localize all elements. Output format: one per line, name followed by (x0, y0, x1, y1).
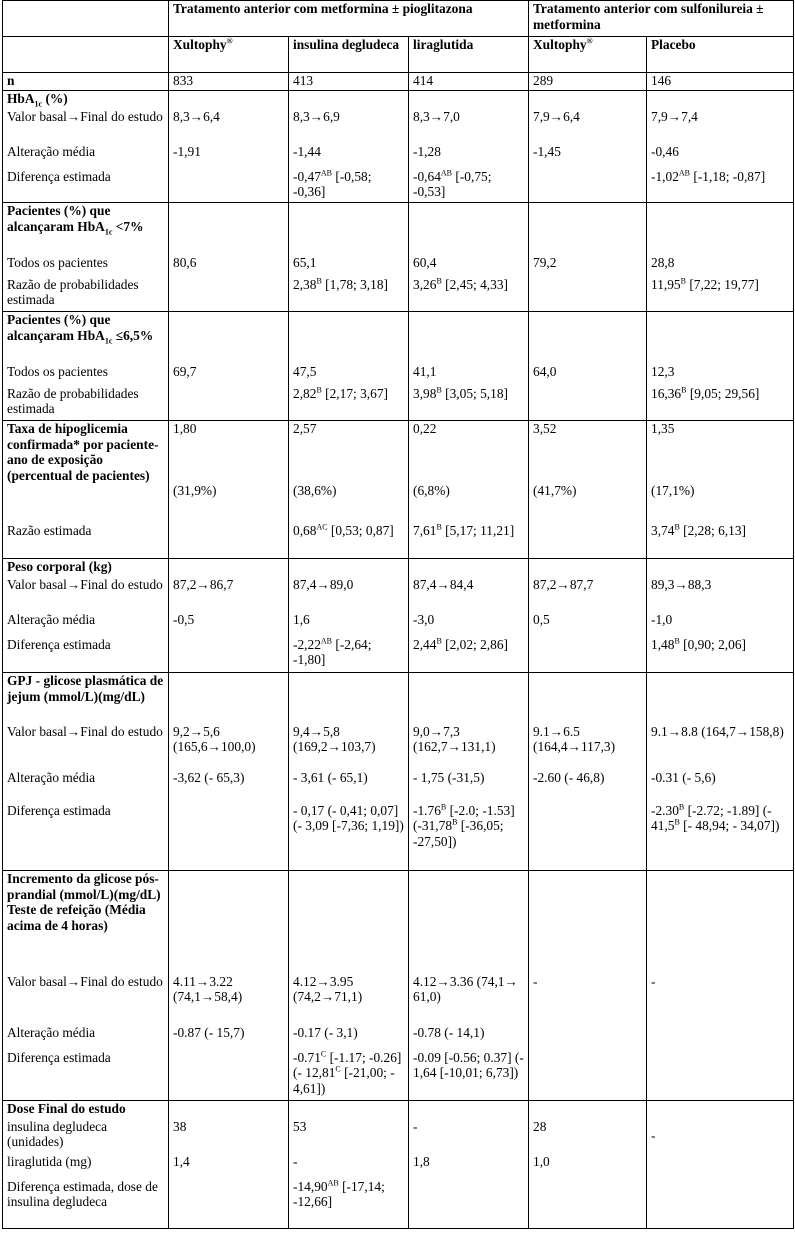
hba1c-section-header (3, 91, 794, 109)
ci: [2,28; 6,13] (679, 522, 746, 538)
cell-empty (169, 1179, 289, 1229)
cell-value: 87,4→84,4 (409, 577, 529, 612)
fpg-diff-row (3, 803, 794, 871)
cell-value: 4.12→3.95 (74,2→71,1) (289, 974, 409, 1025)
target65-title-text: Pacientes (%) que alcançaram HbA (7, 312, 111, 343)
weight-baseline-row (3, 577, 794, 612)
ci: [-2.72; -1.89] (- 41,5 (651, 802, 772, 833)
v: -0,64 (413, 168, 441, 184)
hypo-rate: 1,80 (173, 421, 197, 436)
ci: [-2,64; -1,80] (293, 636, 372, 667)
cell-value: 38 (169, 1119, 289, 1154)
ci: [-0,75; -0,53] (413, 168, 492, 199)
hypo-cell (529, 421, 647, 523)
hypo-rate: 1,35 (651, 421, 675, 436)
row-label: Todos os pacientes (3, 364, 169, 386)
cell-empty (529, 523, 647, 559)
fpg-section-header (3, 673, 794, 724)
cell-value: - 3,61 (- 65,1) (289, 770, 409, 803)
ppg-diff-row (3, 1050, 794, 1101)
cell-value: 4.12→3.36 (74,1→ 61,0) (409, 974, 529, 1025)
cell-value: 0,5 (529, 612, 647, 637)
hypo-pct: (31,9%) (173, 483, 217, 498)
hypo-cell (409, 421, 529, 523)
registered-mark: ® (226, 36, 233, 46)
v: -1,02 (651, 168, 679, 184)
ci: [-36,05; -27,50]) (413, 818, 504, 849)
target65-title-sub: 1c (104, 336, 113, 346)
cell-value: - (647, 974, 794, 1025)
n-value: 414 (409, 73, 529, 91)
cell-empty (169, 386, 289, 421)
cell-value: -1,44 (289, 144, 409, 169)
ci: [9,05; 29,56] (686, 385, 760, 401)
row-label: Alteração média (3, 1025, 169, 1050)
ppg-section-header (3, 871, 794, 974)
ci: [0,53; 0,87] (327, 522, 394, 538)
cell-value (409, 637, 529, 673)
cell-value: -1,91 (169, 144, 289, 169)
hypo-ratio-row (3, 523, 794, 559)
v: 2,44 (413, 636, 437, 652)
cell-value: 9,2→5,6 (165,6→100,0) (169, 724, 289, 770)
cell-empty (529, 277, 647, 312)
ci: [-21,00; - 4,61]) (293, 1065, 395, 1096)
footnote-mark: C (335, 1064, 341, 1074)
cell-value: 7,9→6,4 (529, 109, 647, 144)
cell-empty (647, 1154, 794, 1179)
row-label: Diferença estimada (3, 803, 169, 871)
footnote-mark: C (320, 1049, 327, 1059)
row-label: Diferença estimada (3, 1050, 169, 1101)
cell-value: 64,0 (529, 364, 647, 386)
hba1c-title (3, 91, 169, 109)
footnote-mark: AB (320, 636, 333, 646)
footnote-mark: B (436, 385, 442, 395)
cell-value: -1,28 (409, 144, 529, 169)
cell-value: -0.09 [-0.56; 0.37] (- 1,64 [-10,01; 6,73]) (409, 1050, 529, 1101)
ci: [7,22; 19,77] (685, 276, 759, 292)
cell-value: -3,0 (409, 612, 529, 637)
cell-empty (529, 386, 647, 421)
n-label: n (3, 73, 169, 91)
cell-empty (647, 1179, 794, 1229)
ci: [-0,58; -0,36] (293, 168, 372, 199)
fpg-baseline-row (3, 724, 794, 770)
row-label: Valor basal→Final do estudo (3, 577, 169, 612)
row-label: Valor basal→Final do estudo (3, 724, 169, 770)
col-header-xultophy-2-text: Xultophy (533, 37, 587, 52)
target7-odds-row (3, 277, 794, 312)
footnote-mark: B (681, 385, 687, 395)
dose-liraglutide-row (3, 1154, 794, 1179)
cell-value: - (529, 974, 647, 1025)
col-header-xultophy-1-text: Xultophy (173, 37, 227, 52)
cell-value: 53 (289, 1119, 409, 1154)
ci: [-2.0; -1.53] (-31,78 (413, 802, 515, 833)
cell-value: 60,4 (409, 255, 529, 277)
row-label: Razão estimada (3, 523, 169, 559)
footnote-mark: B (316, 385, 322, 395)
target7-section-header (3, 203, 794, 255)
cell-value (409, 169, 529, 203)
cell-value (289, 277, 409, 312)
cell-value: 47,5 (289, 364, 409, 386)
col-header-degludec-text: insulina degludeca (293, 37, 400, 52)
cell-value (409, 523, 529, 559)
v: 11,95 (651, 276, 681, 292)
v: -1.76 (413, 802, 441, 818)
cell-value: 87,2→87,7 (529, 577, 647, 612)
weight-diff-row (3, 637, 794, 673)
v: -0.71 (293, 1049, 321, 1065)
cell-value: - 0,17 (- 0,41; 0,07] (- 3,09 [-7,36; 1,19]) (289, 803, 409, 871)
cell-value (289, 1050, 409, 1101)
v: 16,36 (651, 385, 682, 401)
footnote-mark: B (678, 802, 685, 812)
cell-value: - (289, 1154, 409, 1179)
ci: [- 48,94; - 34,07]) (679, 818, 780, 833)
fpg-change-row (3, 770, 794, 803)
footnote-mark: B (436, 522, 442, 532)
cell-value: - 1,75 (-31,5) (409, 770, 529, 803)
cell-empty (169, 1050, 289, 1101)
row-label: insulina degludeca (unidades) (3, 1119, 169, 1154)
col-header-liraglutide-text: liraglutida (413, 37, 474, 52)
footnote-mark: AB (678, 168, 691, 178)
v: 3,26 (413, 276, 437, 292)
hypo-cell (647, 421, 794, 523)
hypo-rate: 3,52 (533, 421, 557, 436)
target7-title-text: Pacientes (%) que alcançaram HbA (7, 203, 111, 234)
cell-value: 9,4→5,8 (169,2→103,7) (289, 724, 409, 770)
row-label: Razão de probabilidades estimada (3, 386, 169, 421)
v: 2,38 (293, 276, 317, 292)
cell-empty (169, 637, 289, 673)
footnote-mark: B (316, 276, 322, 286)
cell-empty (529, 169, 647, 203)
footnote-mark: AB (320, 168, 333, 178)
footnote-mark: B (674, 636, 680, 646)
v: -2.30 (651, 802, 679, 818)
n-row (3, 73, 794, 91)
cell-value: -0.31 (- 5,6) (647, 770, 794, 803)
cell-value: 1,4 (169, 1154, 289, 1179)
cell-value: -0.87 (- 15,7) (169, 1025, 289, 1050)
hypo-rate: 2,57 (293, 421, 317, 436)
cell-value: 9.1→8.8 (164,7→158,8) (647, 724, 794, 770)
cell-value: 80,6 (169, 255, 289, 277)
cell-empty (647, 1050, 794, 1101)
cell-value (409, 803, 529, 871)
cell-value (647, 169, 794, 203)
ci: [-1,18; -0,87] (690, 168, 766, 184)
cell-value: 7,9→7,4 (647, 109, 794, 144)
cell-value: 9,0→7,3 (162,7→131,1) (409, 724, 529, 770)
dose-title: Dose Final do estudo (3, 1101, 169, 1119)
cell-value: 9.1→6.5 (164,4→117,3) (529, 724, 647, 770)
hypo-pct: (41,7%) (533, 483, 577, 498)
weight-change-row (3, 612, 794, 637)
v: 3,98 (413, 385, 437, 401)
target65-all-row (3, 364, 794, 386)
cell-value (647, 277, 794, 312)
cell-value: 8,3→7,0 (409, 109, 529, 144)
cell-empty (529, 803, 647, 871)
dose-section-header (3, 1101, 794, 1119)
cell-value: 89,3→88,3 (647, 577, 794, 612)
row-label: Alteração média (3, 144, 169, 169)
cell-empty (409, 1179, 529, 1229)
row-label: Alteração média (3, 770, 169, 803)
ci: [1,78; 3,18] (321, 276, 388, 292)
corner-cell (3, 1, 169, 37)
v: 0,68 (293, 522, 317, 538)
ci: [-17,14; -12,66] (293, 1178, 385, 1209)
cell-value: 1,6 (289, 612, 409, 637)
cell-value: 79,2 (529, 255, 647, 277)
cell-value (409, 386, 529, 421)
hba1c-title-text: HbA (7, 91, 35, 106)
dose-degludec-row (3, 1119, 794, 1154)
cell-value: 1,0 (529, 1154, 647, 1179)
footnote-mark: AB (440, 168, 453, 178)
cell-value: - (409, 1119, 529, 1154)
weight-title: Peso corporal (kg) (3, 559, 169, 577)
v: 7,61 (413, 522, 437, 538)
ci: [2,02; 2,86] (441, 636, 508, 652)
hypo-rate: 0,22 (413, 421, 437, 436)
target65-title (3, 312, 169, 364)
cell-value: 1,8 (409, 1154, 529, 1179)
cell-value: 69,7 (169, 364, 289, 386)
cell-value (289, 523, 409, 559)
cell-value: 8,3→6,4 (169, 109, 289, 144)
cell-value: 65,1 (289, 255, 409, 277)
row-label: Diferença estimada (3, 637, 169, 673)
hypo-cell (289, 421, 409, 523)
hypo-pct: (38,6%) (293, 483, 337, 498)
v: -0,47 (293, 168, 321, 184)
cell-value: -1,45 (529, 144, 647, 169)
ppg-change-row (3, 1025, 794, 1050)
cell-value: 28,8 (647, 255, 794, 277)
cell-empty (529, 637, 647, 673)
group-header-sulfonylurea (529, 1, 794, 37)
col-header-xultophy-1 (169, 37, 289, 73)
cell-value: -2.60 (- 46,8) (529, 770, 647, 803)
cell-value: 4.11→3.22 (74,1→58,4) (169, 974, 289, 1025)
row-label: liraglutida (mg) (3, 1154, 169, 1179)
row-label: Diferença estimada (3, 169, 169, 203)
cell-value: 28 (529, 1119, 647, 1154)
group-header-metformin (169, 1, 529, 37)
cell-value (647, 523, 794, 559)
v: -14,90 (293, 1178, 328, 1194)
col-header-xultophy-2 (529, 37, 647, 73)
ci: [-1.17; -0.26] (- 12,81 (293, 1049, 402, 1080)
col-header-liraglutide (409, 37, 529, 73)
hba1c-change-row (3, 144, 794, 169)
cell-empty (169, 523, 289, 559)
row-label: Alteração média (3, 612, 169, 637)
hypo-cell (169, 421, 289, 523)
cell-empty (169, 277, 289, 312)
ppg-title: Incremento da glicose pós-prandial (mmol/L)(mg/dL) Teste de refeição (Média acima de 4 horas) (3, 871, 169, 974)
dose-diff-row (3, 1179, 794, 1229)
ci: [3,05; 5,18] (441, 385, 508, 401)
cell-value: -3,62 (- 65,3) (169, 770, 289, 803)
col-header-degludec (289, 37, 409, 73)
footnote-mark: B (674, 522, 680, 532)
fpg-title: GPJ - glicose plasmática de jejum (mmol/L)(mg/dL) (3, 673, 169, 724)
n-value: 289 (529, 73, 647, 91)
hypo-pct: (6,8%) (413, 483, 450, 498)
footnote-mark: B (680, 276, 686, 286)
n-value: 413 (289, 73, 409, 91)
v: 3,74 (651, 522, 675, 538)
results-table (2, 0, 794, 1229)
cell-empty (529, 1050, 647, 1101)
cell-value: 8,3→6,9 (289, 109, 409, 144)
n-value: 146 (647, 73, 794, 91)
row-label: Diferença estimada, dose de insulina degludeca (3, 1179, 169, 1229)
row-label: Valor basal→Final do estudo (3, 974, 169, 1025)
v: 2,82 (293, 385, 317, 401)
label-header-cell (3, 37, 169, 73)
cell-value: 12,3 (647, 364, 794, 386)
cell-value (289, 637, 409, 673)
cell-empty (647, 1025, 794, 1050)
footnote-mark: AC (316, 522, 328, 532)
target7-title-rest: <7% (112, 218, 144, 234)
cell-value: -0,5 (169, 612, 289, 637)
cell-value: -0,46 (647, 144, 794, 169)
cell-value (289, 169, 409, 203)
cell-value (647, 803, 794, 871)
cell-value (647, 637, 794, 673)
target7-all-row (3, 255, 794, 277)
n-value: 833 (169, 73, 289, 91)
cell-value: - (647, 1119, 794, 1154)
footnote-mark: AB (327, 1178, 339, 1188)
footnote-mark: B (440, 802, 447, 812)
target65-odds-row (3, 386, 794, 421)
cell-value: 87,4→89,0 (289, 577, 409, 612)
hba1c-diff-row (3, 169, 794, 203)
ci: [0,90; 2,06] (679, 636, 746, 652)
column-header-row (3, 37, 794, 73)
hypo-title: Taxa de hipoglicemia confirmada* por paciente-ano de exposição (percentual de pacientes) (3, 421, 169, 523)
hba1c-baseline-row (3, 109, 794, 144)
ci: [2,17; 3,67] (321, 385, 388, 401)
hypo-row (3, 421, 794, 523)
target7-title (3, 203, 169, 255)
group-header-metformin-text: Tratamento anterior com metformina ± pioglitazona (173, 1, 473, 16)
row-label: Razão de probabilidades estimada (3, 277, 169, 312)
cell-empty (529, 1025, 647, 1050)
registered-mark: ® (586, 36, 593, 46)
cell-value: 87,2→86,7 (169, 577, 289, 612)
group-header-sulfonylurea-text: Tratamento anterior com sulfonilureia ± metformina (533, 1, 764, 32)
v: 1,48 (651, 636, 675, 652)
row-label: Valor basal→Final do estudo (3, 109, 169, 144)
cell-value (289, 386, 409, 421)
target65-section-header (3, 312, 794, 364)
v: -2,22 (293, 636, 321, 652)
cell-empty (169, 803, 289, 871)
ci: [2,45; 4,33] (441, 276, 508, 292)
weight-section-header (3, 559, 794, 577)
cell-value: -1,0 (647, 612, 794, 637)
cell-value (409, 277, 529, 312)
target7-title-sub: 1c (104, 227, 113, 237)
footnote-mark: B (436, 276, 442, 286)
ppg-baseline-row (3, 974, 794, 1025)
footnote-mark: B (674, 817, 680, 827)
cell-value: -0.17 (- 3,1) (289, 1025, 409, 1050)
target65-title-rest: ≤6,5% (112, 327, 154, 343)
cell-value: 41,1 (409, 364, 529, 386)
group-header-row (3, 1, 794, 37)
ci: [5,17; 11,21] (441, 522, 515, 538)
cell-empty (169, 169, 289, 203)
cell-empty (529, 1179, 647, 1229)
footnote-mark: B (436, 636, 442, 646)
cell-value (289, 1179, 409, 1229)
row-label: Todos os pacientes (3, 255, 169, 277)
hba1c-title-sub: 1c (34, 99, 43, 109)
cell-value: -0.78 (- 14,1) (409, 1025, 529, 1050)
hba1c-title-unit: (%) (42, 91, 68, 106)
footnote-mark: B (452, 817, 458, 827)
col-header-placebo (647, 37, 794, 73)
cell-value (647, 386, 794, 421)
hypo-pct: (17,1%) (651, 483, 695, 498)
col-header-placebo-text: Placebo (651, 37, 696, 52)
